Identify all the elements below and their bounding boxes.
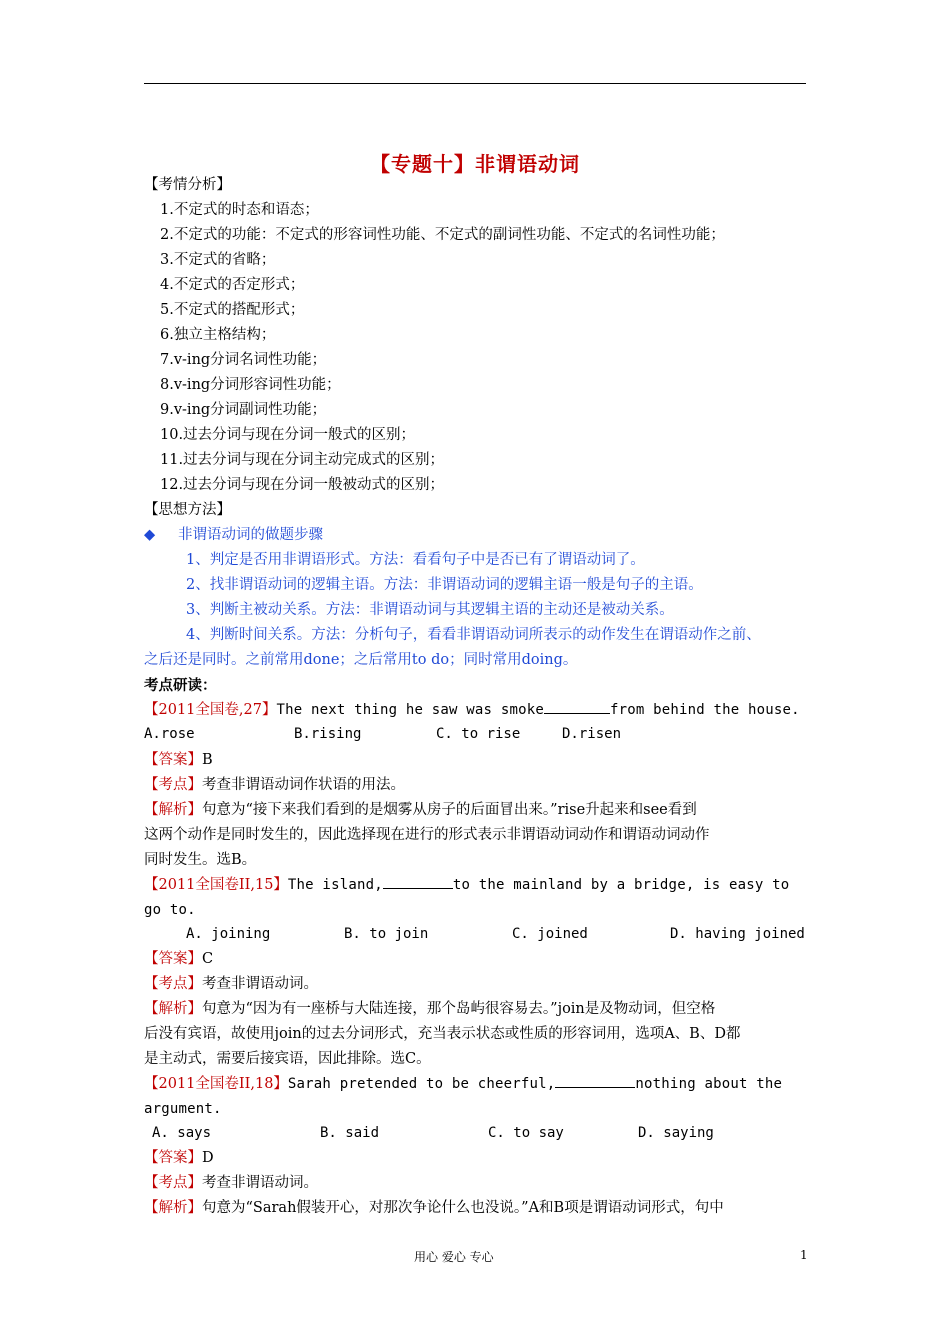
section-analysis-heading: 【考情分析】 — [144, 177, 231, 193]
analysis-item: 10.过去分词与现在分词一般式的区别； — [160, 427, 416, 443]
answer-blank — [383, 874, 453, 889]
point-tag: 【考点】 — [144, 976, 202, 992]
analysis-line: 是主动式，需要后接宾语，因此排除。选C。 — [144, 1051, 431, 1067]
analysis-text: 句意为“接下来我们看到的是烟雾从房子的后面冒出来。”rise升起来和see看到 — [202, 802, 697, 818]
analysis-tag: 【解析】 — [144, 802, 202, 818]
answer-value: D — [202, 1150, 214, 1166]
analysis-item: 8.v-ing分词形容词性功能； — [160, 377, 341, 393]
diamond-bullet-icon: ◆ — [144, 527, 156, 543]
point-line — [144, 972, 318, 997]
analysis-line: 后没有宾语，故使用join的过去分词形式，充当表示状态或性质的形容词用，选项A、B、D都 — [144, 1026, 741, 1042]
analysis-item: 7.v-ing分词名词性功能； — [160, 352, 327, 368]
question-source: 【2011全国卷II,15】 — [144, 877, 288, 893]
answer-line — [144, 748, 213, 773]
point-text: 考查非谓语动词作状语的用法。 — [202, 777, 405, 793]
method-step: 2、找非谓语动词的逻辑主语。方法：非谓语动词的逻辑主语一般是句子的主语。 — [186, 577, 703, 593]
option-c: C. joined — [512, 926, 588, 942]
option-a: A. joining — [186, 926, 271, 942]
question-stem-before: Sarah pretended to be cheerful, — [287, 1076, 556, 1092]
question-stem-after: nothing about the — [635, 1076, 783, 1092]
footer-center-text: 用心 爱心 专心 — [414, 1250, 494, 1264]
answer-tag: 【答案】 — [144, 951, 202, 967]
option-b: B.rising — [294, 726, 362, 742]
point-tag: 【考点】 — [144, 1175, 202, 1191]
answer-line — [144, 947, 213, 972]
point-line — [144, 773, 405, 798]
section-method-heading: 【思想方法】 — [144, 502, 231, 518]
question-source: 【2011全国卷II,18】 — [144, 1076, 288, 1092]
analysis-text: 句意为“因为有一座桥与大陆连接，那个岛屿很容易去。”join是及物动词，但空格 — [202, 1001, 716, 1017]
analysis-item: 3.不定式的省略； — [160, 252, 276, 268]
analysis-item: 1.不定式的时态和语态； — [160, 202, 319, 218]
option-d: D.risen — [562, 726, 622, 742]
analysis-line: 同时发生。选B。 — [144, 852, 257, 868]
header-rule — [144, 83, 806, 84]
question-stem — [144, 698, 800, 723]
analysis-item: 5.不定式的搭配形式； — [160, 302, 305, 318]
point-line — [144, 1171, 318, 1196]
answer-blank — [555, 1073, 635, 1088]
point-text: 考查非谓语动词。 — [202, 976, 318, 992]
analysis-item: 6.独立主格结构； — [160, 327, 276, 343]
question-stem — [144, 1072, 782, 1097]
analysis-item: 2.不定式的功能：不定式的形容词性功能、不定式的副词性功能、不定式的名词性功能； — [160, 227, 725, 243]
analysis-item: 11.过去分词与现在分词主动完成式的区别； — [160, 452, 445, 468]
point-text: 考查非谓语动词。 — [202, 1175, 318, 1191]
question-stem-cont: go to. — [144, 902, 196, 918]
page-number: 1 — [800, 1248, 808, 1262]
analysis-item: 9.v-ing分词副词性功能； — [160, 402, 327, 418]
question-stem-after: to the mainland by a bridge, is easy to — [452, 877, 790, 893]
answer-line — [144, 1146, 214, 1171]
page-title: 【专题十】非谓语动词 — [370, 152, 580, 176]
answer-tag: 【答案】 — [144, 1150, 202, 1166]
option-a: A.rose — [144, 726, 195, 742]
answer-tag: 【答案】 — [144, 752, 202, 768]
analysis-item: 12.过去分词与现在分词一般被动式的区别； — [160, 477, 445, 493]
method-heading: 非谓语动词的做题步骤 — [178, 527, 323, 543]
option-c: C. to say — [488, 1125, 564, 1141]
option-c: C. to rise — [436, 726, 521, 742]
question-stem-cont: argument. — [144, 1101, 222, 1117]
analysis-line: 这两个动作是同时发生的，因此选择现在进行的形式表示非谓语动词动作和谓语动词动作 — [144, 827, 710, 843]
answer-blank — [544, 699, 610, 714]
analysis-tag: 【解析】 — [144, 1001, 202, 1017]
method-heading-line — [144, 523, 323, 548]
section-study-heading: 考点研读： — [144, 677, 217, 694]
method-step: 之后还是同时。之前常用done；之后常用to do；同时常用doing。 — [144, 652, 578, 668]
method-step: 3、判断主被动关系。方法：非谓语动词与其逻辑主语的主动还是被动关系。 — [186, 602, 674, 618]
analysis-item: 4.不定式的否定形式； — [160, 277, 305, 293]
question-source: 【2011全国卷,27】 — [144, 702, 277, 718]
option-a: A. says — [152, 1125, 212, 1141]
question-stem-before: The next thing he saw was smoke — [276, 702, 544, 718]
method-step: 4、判断时间关系。方法：分析句子，看看非谓语动词所表示的动作发生在谓语动作之前、 — [186, 627, 761, 643]
option-d: D. saying — [638, 1125, 714, 1141]
analysis-tag: 【解析】 — [144, 1200, 202, 1216]
option-b: B. said — [320, 1125, 380, 1141]
option-d: D. having joined — [670, 926, 805, 942]
analysis-line — [144, 1196, 724, 1221]
method-step: 1、判定是否用非谓语形式。方法：看看句子中是否已有了谓语动词了。 — [186, 552, 645, 568]
question-stem-after: from behind the house. — [609, 702, 800, 718]
analysis-text: 句意为“Sarah假装开心，对那次争论什么也没说。”A和B项是谓语动词形式，句中 — [202, 1200, 724, 1216]
answer-value: B — [202, 752, 213, 768]
question-stem — [144, 873, 789, 898]
answer-value: C — [202, 951, 214, 967]
question-stem-before: The island, — [287, 877, 383, 893]
point-tag: 【考点】 — [144, 777, 202, 793]
analysis-line — [144, 997, 715, 1022]
option-b: B. to join — [344, 926, 429, 942]
analysis-line — [144, 798, 697, 823]
